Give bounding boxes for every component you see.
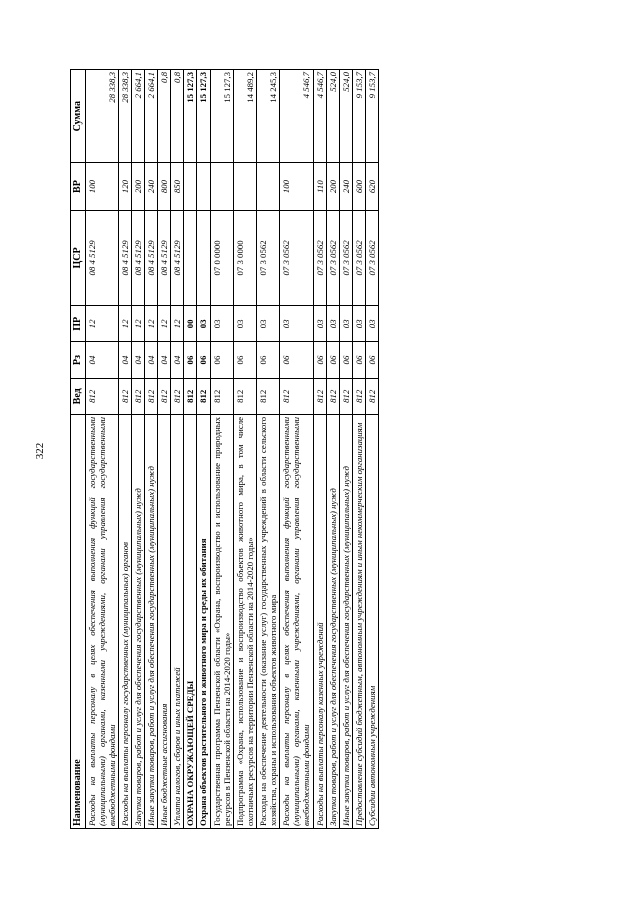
cell-sum: 9 153,7 bbox=[352, 70, 365, 163]
cell-vr bbox=[184, 163, 197, 210]
cell-ved: 812 bbox=[280, 378, 313, 414]
cell-csr: 07 3 0562 bbox=[257, 210, 280, 306]
cell-pr: 12 bbox=[171, 306, 184, 342]
cell-ved: 812 bbox=[257, 378, 280, 414]
cell-ved: 812 bbox=[145, 378, 158, 414]
table-row bbox=[280, 70, 313, 829]
cell-name: Иные закупки товаров, работ и услуг для обеспечения государственных (муниципальных) нужд bbox=[145, 414, 158, 828]
table-row bbox=[118, 70, 131, 829]
cell-rz: 04 bbox=[131, 342, 144, 378]
cell-csr: 07 3 0000 bbox=[233, 210, 256, 306]
cell-pr: 03 bbox=[257, 306, 280, 342]
cell-rz: 06 bbox=[326, 342, 339, 378]
cell-sum: 524,0 bbox=[339, 70, 352, 163]
cell-name: Иные бюджетные ассигнования bbox=[158, 414, 171, 828]
table-row bbox=[366, 70, 379, 829]
cell-sum: 0,8 bbox=[171, 70, 184, 163]
cell-csr: 07 0 0000 bbox=[210, 210, 233, 306]
cell-ved: 812 bbox=[158, 378, 171, 414]
cell-rz: 04 bbox=[118, 342, 131, 378]
header-pr: ПР bbox=[71, 306, 86, 342]
cell-csr: 08 4 5129 bbox=[158, 210, 171, 306]
header-rz: Рз bbox=[71, 342, 86, 378]
cell-vr: 110 bbox=[313, 163, 326, 210]
cell-name: Расходы на выплаты персоналу государственных (муниципальных) органов bbox=[118, 414, 131, 828]
cell-ved: 812 bbox=[171, 378, 184, 414]
cell-vr bbox=[197, 163, 210, 210]
cell-name: Государственная программа Пензенской области «Охрана, воспроизводство и использование природных ресурсов в Пензенской области на 2014-2020 годы» bbox=[210, 414, 233, 828]
cell-name: Расходы на выплаты персоналу в целях обеспечения выполнения функций государственными (муниципальными) органами, казенными учреждениями, органами управления государственными внебюджетными фондами bbox=[280, 414, 313, 828]
cell-rz: 06 bbox=[280, 342, 313, 378]
cell-vr: 100 bbox=[85, 163, 118, 210]
cell-ved: 812 bbox=[326, 378, 339, 414]
cell-ved: 812 bbox=[210, 378, 233, 414]
cell-pr: 12 bbox=[158, 306, 171, 342]
cell-sum: 15 127,3 bbox=[210, 70, 233, 163]
cell-rz: 04 bbox=[145, 342, 158, 378]
cell-name: ОХРАНА ОКРУЖАЮЩЕЙ СРЕДЫ bbox=[184, 414, 197, 828]
table-row bbox=[85, 70, 118, 829]
cell-vr bbox=[257, 163, 280, 210]
cell-ved: 812 bbox=[313, 378, 326, 414]
cell-pr: 03 bbox=[233, 306, 256, 342]
cell-csr: 07 3 0562 bbox=[280, 210, 313, 306]
cell-sum: 9 153,7 bbox=[366, 70, 379, 163]
cell-pr: 03 bbox=[280, 306, 313, 342]
cell-ved: 812 bbox=[352, 378, 365, 414]
cell-name: Подпрограмма «Охрана, использование и воспроизводство объектов животного мира, в том числе охотничьих ресурсов на территории Пензенской области на 2014-2020 годы» bbox=[233, 414, 256, 828]
cell-csr: 07 3 0562 bbox=[313, 210, 326, 306]
cell-vr: 800 bbox=[158, 163, 171, 210]
table-row bbox=[326, 70, 339, 829]
cell-ved: 812 bbox=[118, 378, 131, 414]
cell-sum: 28 338,3 bbox=[118, 70, 131, 163]
cell-csr: 08 4 5129 bbox=[145, 210, 158, 306]
cell-csr: 07 3 0562 bbox=[326, 210, 339, 306]
table-row bbox=[131, 70, 144, 829]
cell-vr bbox=[233, 163, 256, 210]
cell-rz: 06 bbox=[339, 342, 352, 378]
cell-rz: 04 bbox=[85, 342, 118, 378]
cell-vr: 620 bbox=[366, 163, 379, 210]
table-row bbox=[257, 70, 280, 829]
cell-name: Субсидии автономным учреждениям bbox=[366, 414, 379, 828]
cell-vr: 240 bbox=[145, 163, 158, 210]
cell-rz: 06 bbox=[197, 342, 210, 378]
cell-name: Предоставление субсидий бюджетным, автономным учреждениям и иным некоммерческим организациям bbox=[352, 414, 365, 828]
cell-csr: 07 3 0562 bbox=[366, 210, 379, 306]
table-row bbox=[352, 70, 365, 829]
table-header-row bbox=[71, 70, 86, 829]
cell-pr: 03 bbox=[197, 306, 210, 342]
cell-name: Закупка товаров, работ и услуг для обеспечения государственных (муниципальных) нужд bbox=[131, 414, 144, 828]
cell-pr: 00 bbox=[184, 306, 197, 342]
cell-sum: 15 127,3 bbox=[184, 70, 197, 163]
cell-pr: 03 bbox=[366, 306, 379, 342]
cell-name: Расходы на выплаты персоналу казенных учреждений bbox=[313, 414, 326, 828]
cell-vr: 200 bbox=[326, 163, 339, 210]
cell-pr: 03 bbox=[210, 306, 233, 342]
cell-csr: 08 4 5129 bbox=[118, 210, 131, 306]
cell-pr: 12 bbox=[145, 306, 158, 342]
table-row bbox=[171, 70, 184, 829]
cell-name: Уплата налогов, сборов и иных платежей bbox=[171, 414, 184, 828]
cell-csr bbox=[184, 210, 197, 306]
cell-name: Расходы на обеспечение деятельности (оказание услуг) государственных учреждений в области сельского хозяйства, охраны и использования объектов животного мира bbox=[257, 414, 280, 828]
cell-vr: 100 bbox=[280, 163, 313, 210]
cell-vr: 240 bbox=[339, 163, 352, 210]
cell-ved: 812 bbox=[131, 378, 144, 414]
cell-vr: 120 bbox=[118, 163, 131, 210]
page-number: 322 bbox=[34, 442, 46, 460]
cell-ved: 812 bbox=[366, 378, 379, 414]
cell-ved: 812 bbox=[184, 378, 197, 414]
cell-csr: 08 4 5129 bbox=[131, 210, 144, 306]
table-row bbox=[158, 70, 171, 829]
cell-name: Расходы на выплаты персоналу в целях обеспечения выполнения функций государственными (муниципальными) органами, казенными учреждениями, органами управления государственными внебюджетными фондами bbox=[85, 414, 118, 828]
cell-sum: 0,8 bbox=[158, 70, 171, 163]
cell-ved: 812 bbox=[85, 378, 118, 414]
cell-rz: 04 bbox=[171, 342, 184, 378]
cell-name: Иные закупки товаров, работ и услуг для обеспечения государственных (муниципальных) нужд bbox=[339, 414, 352, 828]
cell-rz: 06 bbox=[233, 342, 256, 378]
cell-sum: 4 546,7 bbox=[280, 70, 313, 163]
cell-ved: 812 bbox=[197, 378, 210, 414]
cell-sum: 4 546,7 bbox=[313, 70, 326, 163]
table-row bbox=[197, 70, 210, 829]
budget-table-container bbox=[70, 69, 570, 829]
cell-name: Охрана объектов растительного и животного мира и среды их обитания bbox=[197, 414, 210, 828]
cell-pr: 03 bbox=[339, 306, 352, 342]
cell-csr: 07 3 0562 bbox=[352, 210, 365, 306]
cell-pr: 12 bbox=[118, 306, 131, 342]
cell-sum: 14 489,2 bbox=[233, 70, 256, 163]
cell-rz: 06 bbox=[366, 342, 379, 378]
cell-rz: 06 bbox=[210, 342, 233, 378]
cell-csr: 07 3 0562 bbox=[339, 210, 352, 306]
header-sum: Сумма bbox=[71, 70, 86, 163]
cell-vr: 200 bbox=[131, 163, 144, 210]
table-row bbox=[184, 70, 197, 829]
table-row bbox=[313, 70, 326, 829]
cell-rz: 04 bbox=[158, 342, 171, 378]
cell-rz: 06 bbox=[352, 342, 365, 378]
table-row bbox=[339, 70, 352, 829]
cell-csr: 08 4 5129 bbox=[85, 210, 118, 306]
cell-ved: 812 bbox=[233, 378, 256, 414]
header-name: Наименование bbox=[71, 414, 86, 828]
cell-rz: 06 bbox=[184, 342, 197, 378]
cell-sum: 15 127,3 bbox=[197, 70, 210, 163]
table-body bbox=[85, 70, 379, 829]
cell-vr: 600 bbox=[352, 163, 365, 210]
cell-vr: 850 bbox=[171, 163, 184, 210]
budget-table bbox=[70, 69, 379, 829]
cell-sum: 2 664,1 bbox=[145, 70, 158, 163]
cell-pr: 12 bbox=[131, 306, 144, 342]
cell-pr: 03 bbox=[326, 306, 339, 342]
header-ved: Вед bbox=[71, 378, 86, 414]
header-csr: ЦСР bbox=[71, 210, 86, 306]
cell-sum: 524,0 bbox=[326, 70, 339, 163]
cell-rz: 06 bbox=[257, 342, 280, 378]
table-row bbox=[145, 70, 158, 829]
cell-sum: 28 338,3 bbox=[85, 70, 118, 163]
cell-sum: 14 245,3 bbox=[257, 70, 280, 163]
cell-pr: 03 bbox=[313, 306, 326, 342]
cell-vr bbox=[210, 163, 233, 210]
cell-ved: 812 bbox=[339, 378, 352, 414]
cell-rz: 06 bbox=[313, 342, 326, 378]
table-row bbox=[210, 70, 233, 829]
table-row bbox=[233, 70, 256, 829]
cell-csr: 08 4 5129 bbox=[171, 210, 184, 306]
header-vr: ВР bbox=[71, 163, 86, 210]
cell-csr bbox=[197, 210, 210, 306]
cell-pr: 12 bbox=[85, 306, 118, 342]
cell-name: Закупка товаров, работ и услуг для обеспечения государственных (муниципальных) нужд bbox=[326, 414, 339, 828]
cell-sum: 2 664,1 bbox=[131, 70, 144, 163]
cell-pr: 03 bbox=[352, 306, 365, 342]
